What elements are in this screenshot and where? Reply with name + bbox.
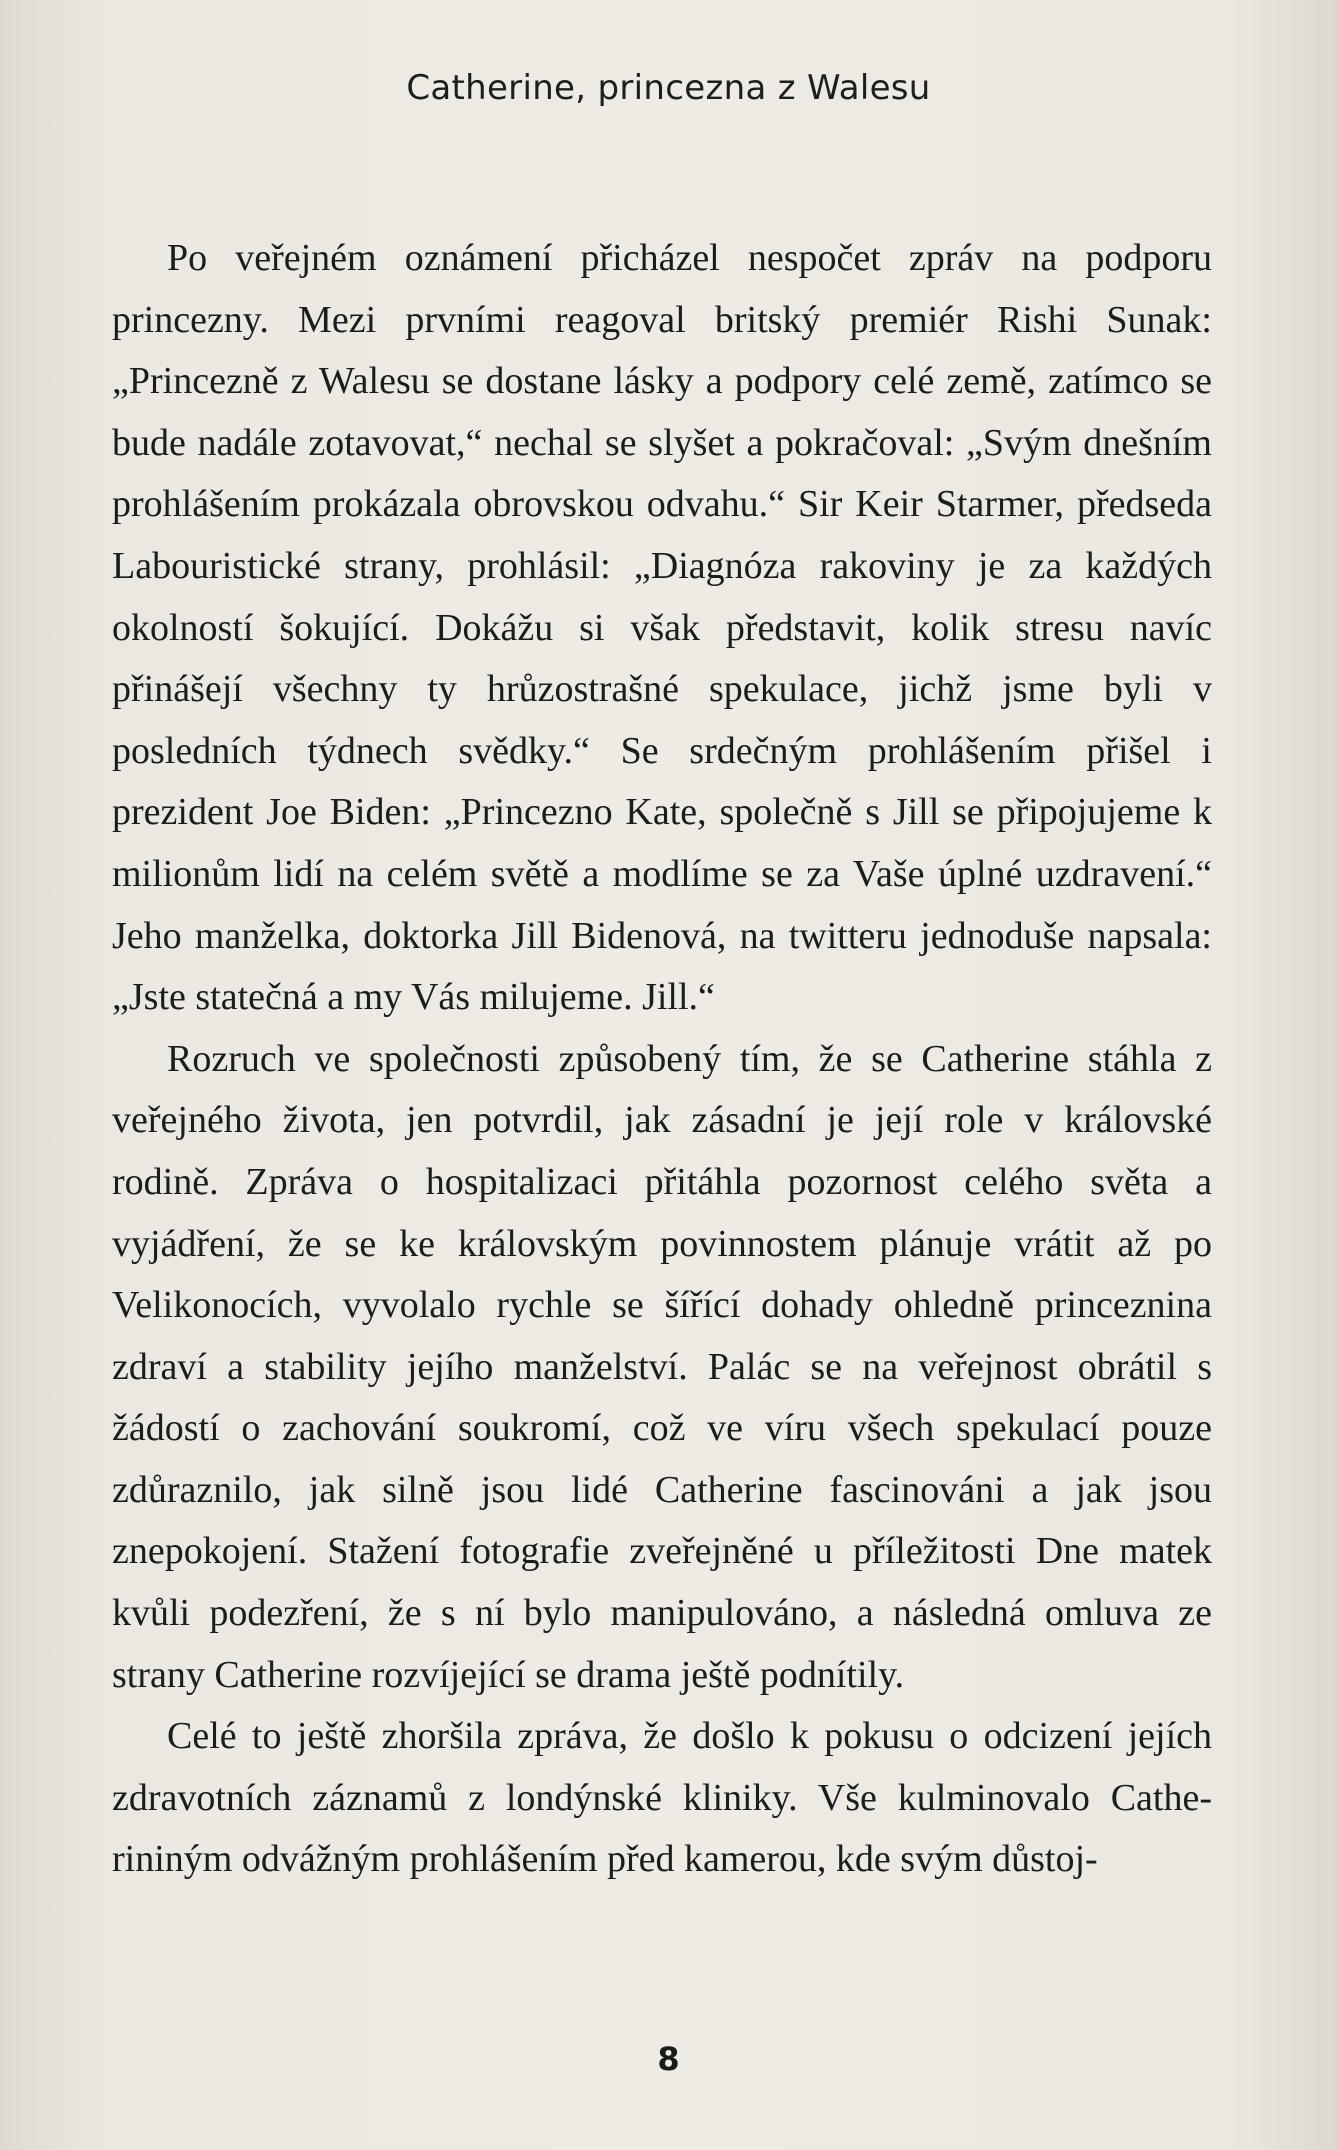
- paragraph-1: Po veřejném oznámení přicházel nespočet zpráv na podporu princezny. Mezi prvními reagoval britský premiér Rishi Sunak: „Princezně z Walesu se dostane lásky a podpory celé země, zatímco se bude nadále zotavovat,“ nechal se slyšet a pokračoval: „Svým dnešním prohlášením prokázala obrovskou odvahu.“ Sir Keir Starmer, předseda Labouristické strany, prohlásil: „Diagnóza rakoviny je za každých okolností šokující. Dokážu si však představit, kolik stresu navíc přinášejí všechny ty hrůzostrašné spekulace, jichž jsme byli v posledních týdnech svědky.“ Se srdečným prohlášením přišel i prezident Joe Biden: „Princezno Kate, společně s Jill se připojujeme k milionům lidí na celém světě a modlíme se za Vaše úplné uzdravení.“ Jeho manželka, doktorka Jill Bidenová, na twitteru jednoduše napsala: „Jste statečná a my Vás milujeme. Jill.“: [112, 237, 1212, 1019]
- running-head: Catherine, princezna z Walesu: [406, 68, 931, 108]
- page-number: 8: [657, 2040, 680, 2078]
- paragraph-2: Rozruch ve společnosti způsobený tím, že se Catherine stáhla z veřejného života, jen potvrdil, jak zásadní je její role v královské rodině. Zpráva o hospitalizaci přitáhla pozornost celého světa a vyjádření, že se ke královským povinnostem plánuje vrátit až po Velikonocích, vyvolalo rychle se šířící dohady ohledně princeznina zdraví a stability jejího manželství. Palác se na veřejnost obrátil s žádostí o zachování soukromí, což ve víru všech spekulací pouze zdůraznilo, jak silně jsou lidé Catherine fascinováni a jak jsou znepokojení. Stažení fotografie zveřejněné u příležitosti Dne matek kvůli podezření, že s ní bylo manipulováno, a následná omluva ze strany Catherine rozvíjející se drama ještě podnítily.: [112, 1037, 1212, 1696]
- body-text: [112, 228, 1212, 1891]
- paragraph-3: Celé to ještě zhoršila zpráva, že došlo k pokusu o odcizení jejích zdravotních záznamů z londýnské kliniky. Vše kulminovalo Catherininým odvážným prohlášením před kamerou, kde svým důstoj-: [112, 1715, 1212, 1881]
